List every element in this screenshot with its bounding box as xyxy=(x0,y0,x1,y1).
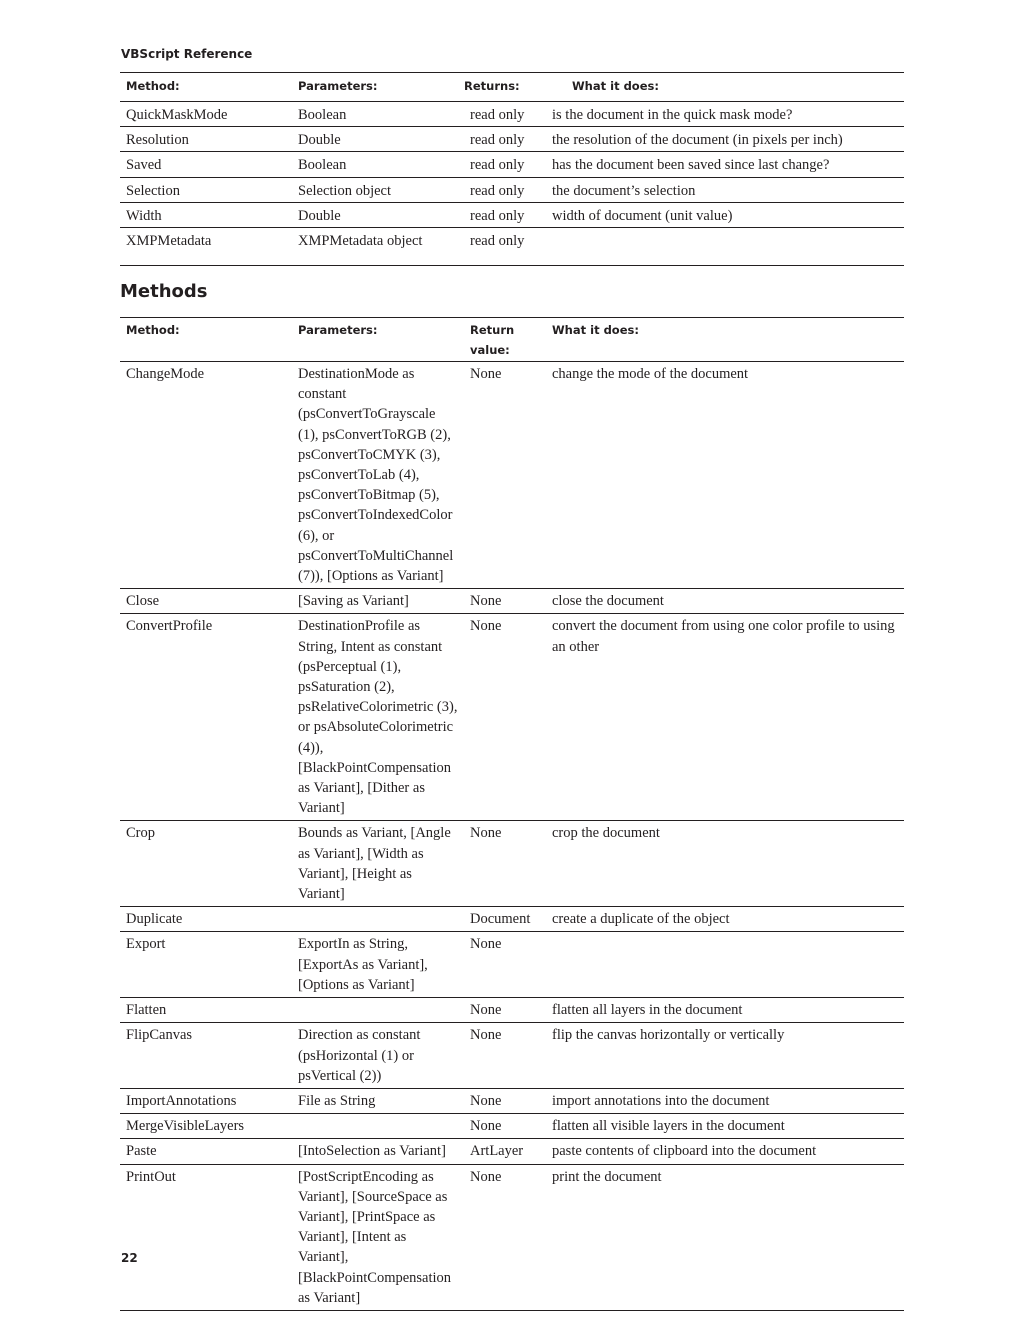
table-row xyxy=(120,152,904,177)
table-row xyxy=(120,1023,904,1089)
cell-parameters: XMPMetadata object xyxy=(298,233,423,250)
cell-parameters xyxy=(292,998,464,1023)
cell-return-value: Document xyxy=(470,911,531,928)
cell-returns: read only xyxy=(470,157,525,174)
table-row xyxy=(120,998,904,1023)
column-header-description: What it does: xyxy=(546,318,904,362)
cell-return-value: None xyxy=(470,618,502,635)
cell-description: close the document xyxy=(552,593,664,610)
cell-description: flip the canvas horizontally or vertically xyxy=(552,1027,785,1044)
methods-table xyxy=(120,317,904,1311)
cell-method: Duplicate xyxy=(126,911,183,928)
cell-method: Paste xyxy=(126,1143,157,1160)
running-header: VBScript Reference xyxy=(121,47,253,61)
cell-returns: read only xyxy=(470,207,525,224)
cell-parameters: ExportIn as String, [ExportAs as Variant], [Options as Variant] xyxy=(298,936,428,993)
cell-method: PrintOut xyxy=(126,1168,176,1185)
cell-returns: read only xyxy=(470,182,525,199)
cell-description: create a duplicate of the object xyxy=(552,911,730,928)
column-header-method: Method: xyxy=(120,318,292,362)
cell-return-value: None xyxy=(470,936,502,953)
cell-returns: read only xyxy=(470,233,525,250)
cell-description: is the document in the quick mask mode? xyxy=(552,107,793,123)
table-row xyxy=(120,1114,904,1139)
table-row xyxy=(120,177,904,202)
cell-description: print the document xyxy=(552,1168,662,1185)
cell-description: the resolution of the document (in pixels per inch) xyxy=(552,132,843,149)
cell-method: Resolution xyxy=(126,132,189,149)
cell-method: Selection xyxy=(126,182,180,199)
cell-parameters: Boolean xyxy=(298,157,347,174)
column-header-method: Method: xyxy=(120,73,292,102)
table-row xyxy=(120,932,904,998)
cell-method: ConvertProfile xyxy=(126,618,213,635)
table-row xyxy=(120,127,904,152)
table-row xyxy=(120,1088,904,1113)
cell-parameters: DestinationProfile as String, Intent as constant (psPerceptual (1), psSaturation (2), psRelativeColorimetric (3), or psAbsoluteColorimetric (4)), [BlackPointCompensation as Variant], [Dither as Variant] xyxy=(298,618,458,817)
cell-parameters: [Saving as Variant] xyxy=(298,593,409,610)
cell-method: XMPMetadata xyxy=(126,233,212,250)
cell-description: has the document been saved since last change? xyxy=(552,157,830,174)
cell-return-value: None xyxy=(470,825,502,842)
cell-description: flatten all layers in the document xyxy=(552,1002,743,1019)
cell-returns: read only xyxy=(470,107,525,123)
cell-parameters: Double xyxy=(298,207,341,224)
cell-parameters: Selection object xyxy=(298,182,392,199)
cell-method: QuickMaskMode xyxy=(126,107,228,123)
cell-return-value: None xyxy=(470,1092,502,1109)
table-row xyxy=(120,907,904,932)
table-row xyxy=(120,1164,904,1310)
cell-parameters: [IntoSelection as Variant] xyxy=(298,1143,446,1160)
cell-return-value: None xyxy=(470,1118,502,1135)
cell-method: Close xyxy=(126,593,160,610)
cell-parameters xyxy=(292,907,464,932)
page-number: 22 xyxy=(121,1251,138,1265)
cell-description: the document’s selection xyxy=(552,182,696,199)
cell-return-value: None xyxy=(470,593,502,610)
cell-description: flatten all visible layers in the document xyxy=(552,1118,785,1135)
column-header-parameters: Parameters: xyxy=(292,73,464,102)
cell-method: Export xyxy=(126,936,166,953)
table-header-row xyxy=(120,73,904,102)
cell-method: Flatten xyxy=(126,1002,167,1019)
cell-description: convert the document from using one color profile to using an other xyxy=(552,618,895,655)
cell-method: MergeVisibleLayers xyxy=(126,1118,245,1135)
table-row xyxy=(120,102,904,127)
cell-description: import annotations into the document xyxy=(552,1092,770,1109)
column-header-description: What it does: xyxy=(546,73,904,102)
column-header-returns: Returns: xyxy=(464,73,546,102)
table-row xyxy=(120,589,904,614)
properties-table xyxy=(120,72,904,271)
cell-return-value: None xyxy=(470,1027,502,1044)
cell-method: Crop xyxy=(126,825,155,842)
cell-description: change the mode of the document xyxy=(552,366,749,382)
cell-method: ChangeMode xyxy=(126,366,205,382)
cell-parameters: File as String xyxy=(298,1092,376,1109)
table-row xyxy=(120,821,904,907)
table-row xyxy=(120,362,904,589)
cell-description xyxy=(546,932,904,998)
cell-parameters xyxy=(292,1114,464,1139)
cell-parameters: Bounds as Variant, [Angle as Variant], [Width as Variant], [Height as Variant] xyxy=(298,825,451,903)
cell-return-value: ArtLayer xyxy=(470,1143,524,1160)
cell-return-value: None xyxy=(470,1168,502,1185)
cell-parameters: Direction as constant (psHorizontal (1) or psVertical (2)) xyxy=(298,1027,421,1084)
column-header-return-value: Return value: xyxy=(464,318,546,362)
cell-description: width of document (unit value) xyxy=(552,207,733,224)
cell-return-value: None xyxy=(470,1002,502,1019)
cell-description: paste contents of clipboard into the document xyxy=(552,1143,817,1160)
table-row xyxy=(120,614,904,821)
cell-method: Width xyxy=(126,207,162,224)
cell-returns: read only xyxy=(470,132,525,149)
table-bottom-rule xyxy=(120,265,904,266)
table-row xyxy=(120,202,904,227)
cell-method: FlipCanvas xyxy=(126,1027,193,1044)
cell-method: Saved xyxy=(126,157,162,174)
cell-parameters: DestinationMode as constant (psConvertToGrayscale (1), psConvertToRGB (2), psConvertToCMYK (3), psConvertToLab (4), psConvertToBitmap (5), psConvertToIndexedColor (6), or psConvertToMultiChannel (7)), [Options as Variant] xyxy=(298,366,454,585)
cell-parameters: Double xyxy=(298,132,341,149)
cell-description: crop the document xyxy=(552,825,660,842)
cell-method: ImportAnnotations xyxy=(126,1092,237,1109)
table-header-row xyxy=(120,318,904,362)
cell-return-value: None xyxy=(470,366,502,382)
section-title-methods: Methods xyxy=(120,281,208,302)
table-row xyxy=(120,1139,904,1164)
cell-parameters: Boolean xyxy=(298,107,347,123)
cell-parameters: [PostScriptEncoding as Variant], [SourceSpace as Variant], [PrintSpace as Variant], [Intent as Variant], [BlackPointCompensation as Variant] xyxy=(298,1168,452,1306)
column-header-parameters: Parameters: xyxy=(292,318,464,362)
